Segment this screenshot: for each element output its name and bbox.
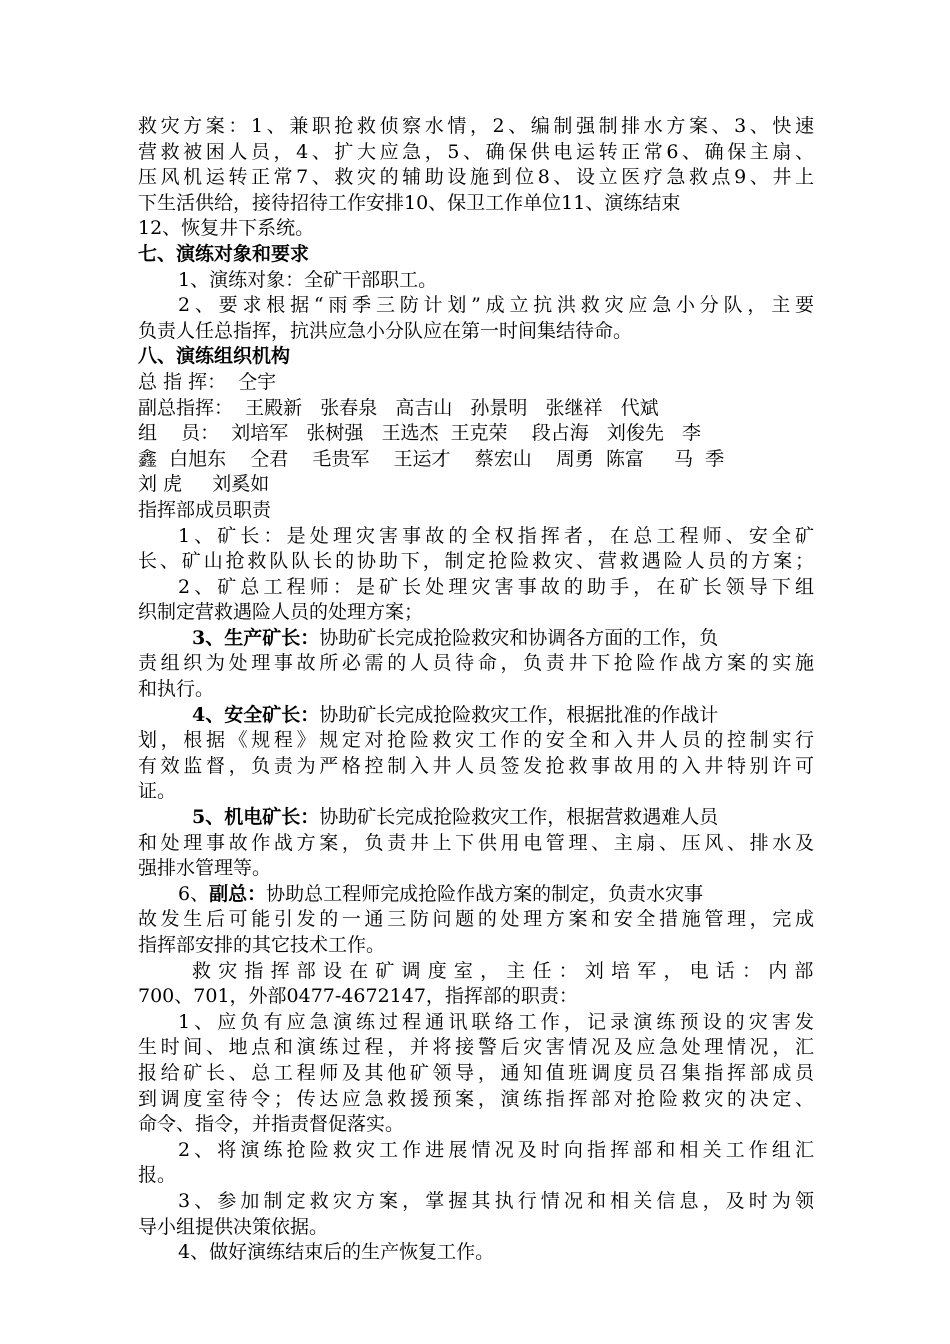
text-span: 协助矿长完成抢险救灾工作，根据批准的作战计 [319, 703, 719, 726]
members-line: 鑫 白旭东 仝君 毛贵军 王运才 蔡宏山 周勇 陈富 马 季 [138, 447, 725, 470]
members-line: 组 员： 刘培军 张树强 王选杰 王克荣 段占海 刘俊先 李 [138, 422, 701, 445]
text-line: 1、应负有应急演练过程通讯联络工作，记录演练预设的灾害发 [178, 1010, 814, 1033]
text-line: 1、矿长：是处理灾害事故的全权指挥者，在总工程师、安全矿 [178, 524, 814, 547]
text-span: 协助总工程师完成抢险作战方案的制定，负责水灾事 [266, 882, 704, 905]
text-line: 下生活供给，接待招待工作安排10、保卫工作单位11、演练结束 [138, 191, 681, 214]
text-line: 2、要求根据“雨季三防计划”成立抗洪救灾应急小分队，主要 [178, 294, 814, 317]
text-line: 报。 [138, 1164, 177, 1187]
text-line: 营救被困人员，4、扩大应急，5、确保供电运转正常6、确保主扇、 [138, 140, 814, 163]
text-line: 责组织为处理事故所必需的人员待命，负责井下抢险作战方案的实施 [138, 652, 814, 675]
role-label: 5、机电矿长： [192, 806, 320, 829]
text-line: 证。 [138, 780, 177, 803]
role-label: 副总： [209, 882, 267, 905]
text-line: 1、演练对象：全矿干部职工。 [178, 268, 438, 291]
text-line: 有效监督，负责为严格控制入井人员签发抢救事故用的入井特别许可 [138, 754, 814, 777]
text-line: 划，根据《规程》规定对抢险救灾工作的安全和入井人员的控制实行 [138, 729, 814, 752]
text-line: 3、参加制定救灾方案，掌握其执行情况和相关信息，及时为领 [178, 1189, 814, 1212]
text-line [138, 626, 814, 652]
document-body [138, 114, 814, 1266]
text-line: 织制定营救遇险人员的处理方案； [138, 601, 424, 624]
text-line: 导小组提供决策依据。 [138, 1215, 329, 1238]
text-line: 故发生后可能引发的一通三防问题的处理方案和安全措施管理，完成 [138, 908, 814, 931]
text-span: 协助矿长完成抢险救灾工作，根据营救遇难人员 [319, 806, 719, 829]
text-line: 救灾方案：1、兼职抢救侦察水情，2、编制强制排水方案、3、快速 [138, 115, 814, 137]
text-line: 生时间、地点和演练过程，并将接警后灾害情况及应急处理情况，汇 [138, 1036, 814, 1059]
text-line: 指挥部安排的其它技术工作。 [138, 934, 386, 956]
role-label: 3、生产矿长： [192, 626, 320, 649]
text-line: 到调度室待令；传达应急救援预案，演练指挥部对抢险救灾的决定、 [138, 1087, 814, 1110]
role-label: 4、安全矿长： [192, 703, 320, 726]
section-heading-8: 八、演练组织机构 [138, 345, 291, 368]
text-line: 命令、指令，并指责督促落实。 [138, 1113, 405, 1136]
section-heading-7: 七、演练对象和要求 [138, 242, 310, 265]
text-line: 救灾指挥部设在矿调度室，主任：刘培军，电话：内部 [192, 959, 814, 982]
text-line: 和执行。 [138, 678, 215, 701]
text-line: 2、将演练抢险救灾工作进展情况及时向指挥部和相关工作组汇 [178, 1138, 814, 1161]
text-line: 12、恢复井下系统。 [138, 217, 315, 240]
text-line: 4、做好演练结束后的生产恢复工作。 [178, 1241, 495, 1264]
text-line: 长、矿山抢救队队长的协助下，制定抢险救灾、营救遇险人员的方案； [138, 550, 814, 573]
text-line [138, 805, 814, 831]
text-line [138, 882, 814, 908]
text-line: 2、矿总工程师：是矿长处理灾害事故的助手，在矿长领导下组 [178, 575, 814, 598]
deputy-commanders-line: 副总指挥： 王殿新 张春泉 高吉山 孙景明 张继祥 代斌 [138, 396, 659, 419]
text-line [138, 703, 814, 729]
text-span: 协助矿长完成抢险救灾和协调各方面的工作，负 [319, 626, 719, 649]
text-line: 700、701，外部0477-4672147，指挥部的职责： [138, 985, 578, 1008]
text-line: 报给矿长、总工程师及其他矿领导，通知值班调度员召集指挥部成员 [138, 1061, 814, 1084]
text-line: 压风机运转正常7、救灾的辅助设施到位8、设立医疗急救点9、井上 [138, 166, 814, 189]
text-span: 6、 [178, 882, 210, 905]
subheading: 指挥部成员职责 [138, 498, 272, 521]
text-line: 负责人任总指挥，抗洪应急小分队应在第一时间集结待命。 [138, 319, 633, 342]
text-line: 强排水管理等。 [138, 857, 272, 880]
text-line: 和处理事故作战方案，负责井上下供用电管理、主扇、压风、排水及 [138, 831, 814, 854]
members-line: 刘 虎 刘奚如 [138, 473, 270, 496]
commander-line: 总 指 挥： 仝宇 [138, 370, 277, 393]
